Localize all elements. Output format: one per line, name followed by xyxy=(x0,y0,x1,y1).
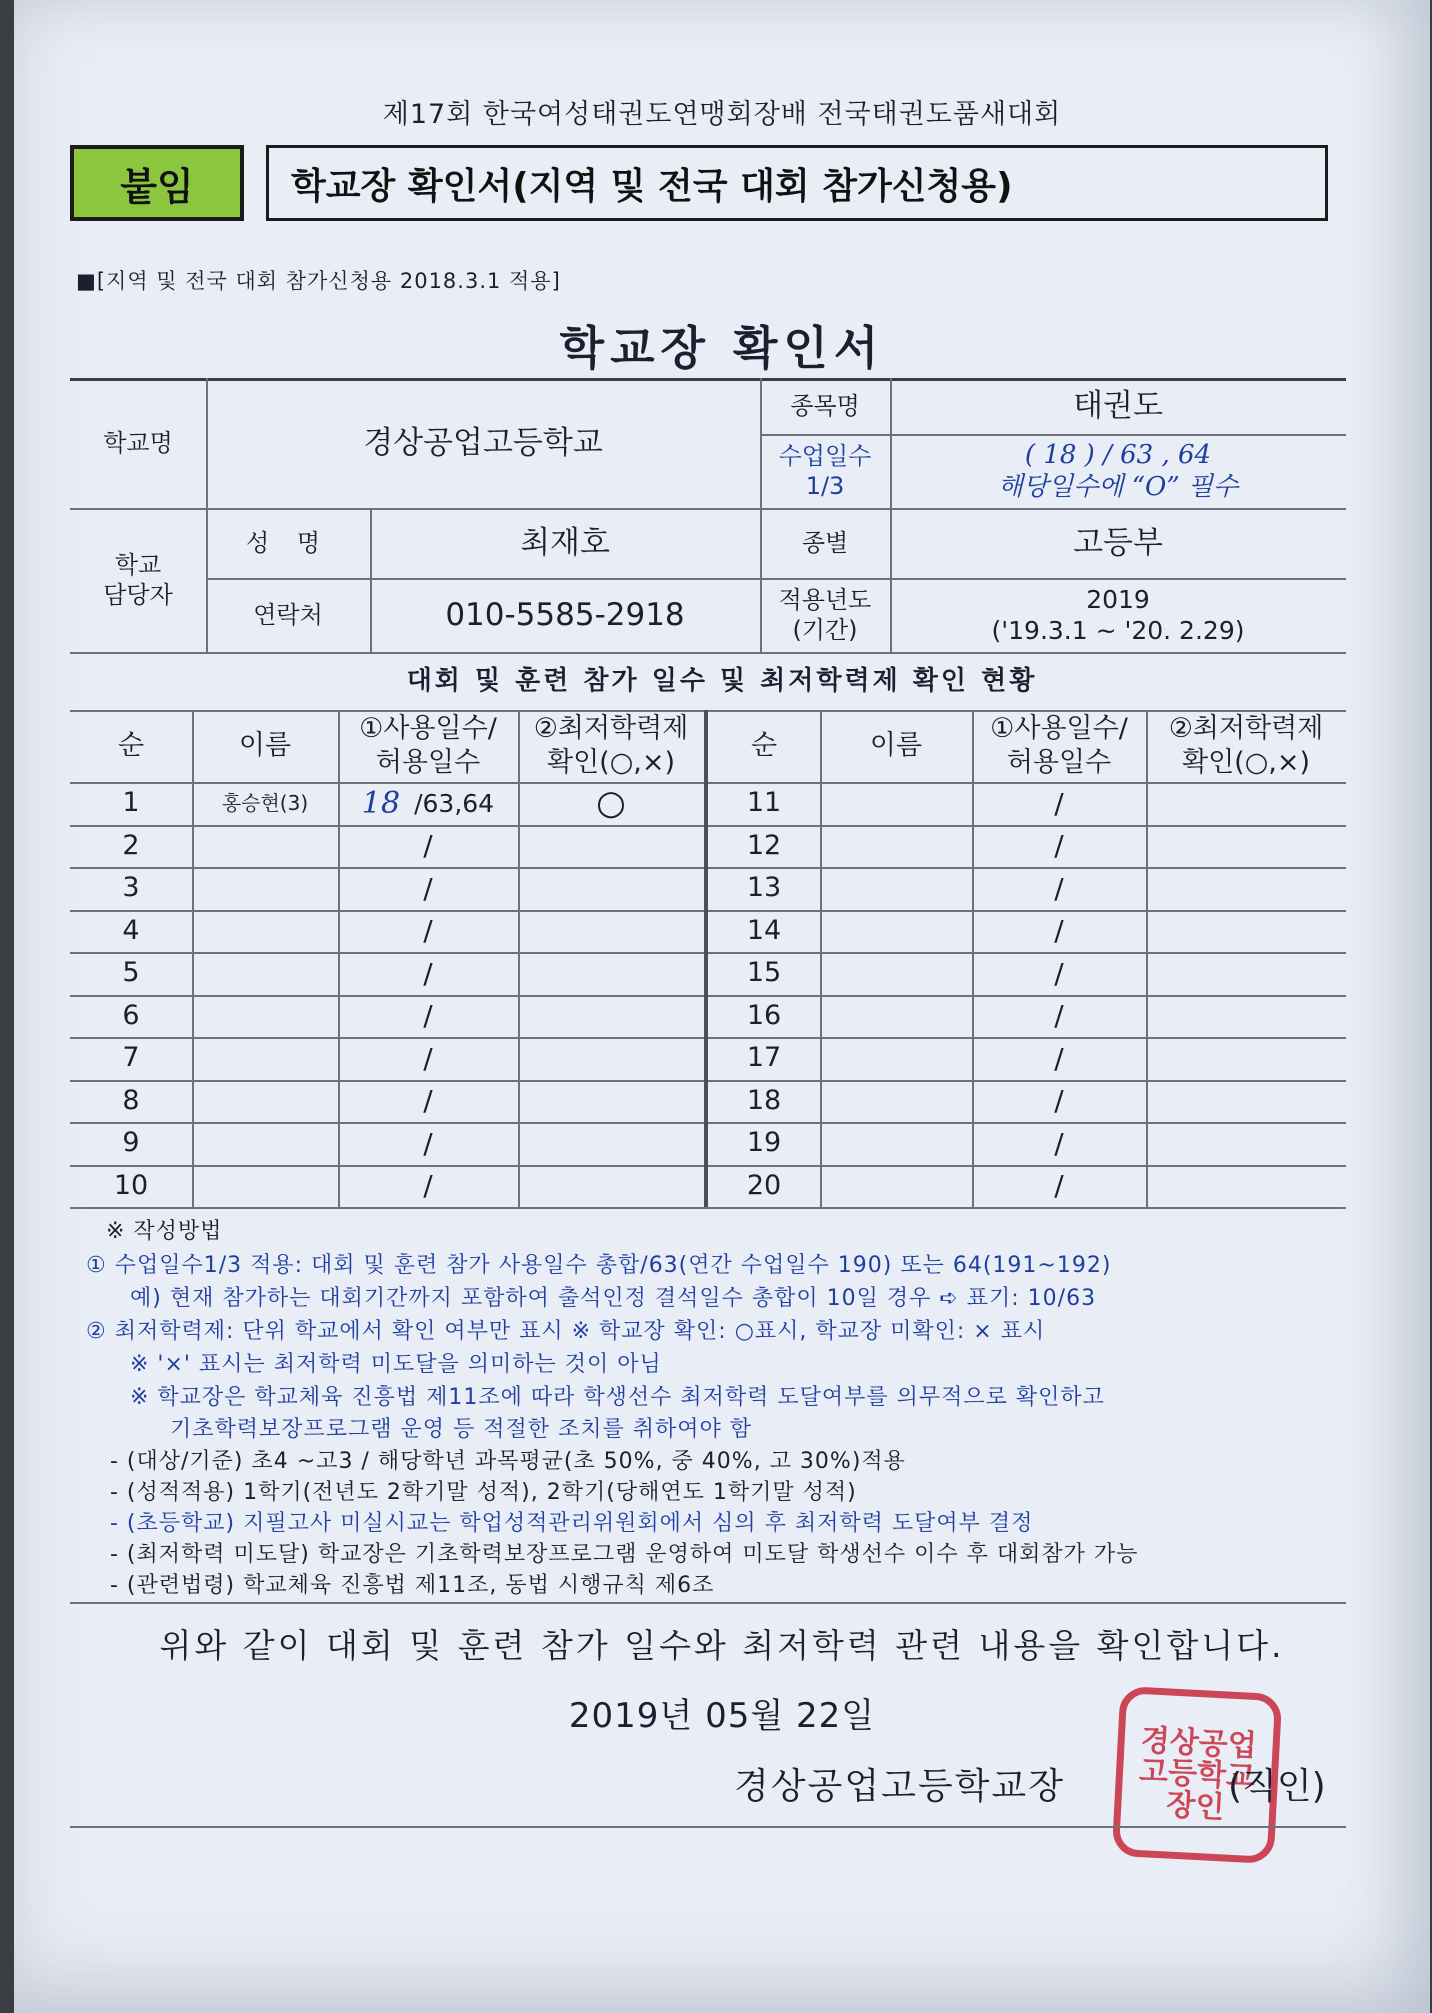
header-no-left: 순 xyxy=(117,730,145,762)
row-days xyxy=(338,782,518,825)
staff-label xyxy=(70,508,206,652)
min-academic-check xyxy=(1146,1080,1346,1123)
row-number: 7 xyxy=(122,1042,140,1074)
allowed-days: / xyxy=(423,1169,433,1203)
min-academic-check xyxy=(518,1122,704,1165)
min-academic-check xyxy=(1146,1165,1346,1208)
allowed-days: / xyxy=(1054,1041,1064,1075)
row-name xyxy=(192,867,338,910)
row-name xyxy=(192,825,338,868)
period: ('19.3.1 ~ '20. 2.29) xyxy=(991,616,1245,645)
row-number: 2 xyxy=(122,829,140,861)
row-number: 8 xyxy=(122,1084,140,1116)
row-number: 1 xyxy=(122,787,140,819)
row-number: 15 xyxy=(746,957,782,989)
row-name xyxy=(820,910,972,953)
sport: 태권도 xyxy=(1073,387,1163,424)
row-days xyxy=(338,1080,518,1123)
staff-name: 최재호 xyxy=(520,524,610,561)
table-title: 대회 및 훈련 참가 일수 및 최저학력제 확인 현황 xyxy=(406,666,1038,696)
allowed-days: / xyxy=(1054,871,1064,905)
header-days-1: ①사용일수/ xyxy=(359,713,497,745)
min-academic-check xyxy=(518,1037,704,1080)
attachment-label: 붙임 xyxy=(70,145,244,221)
min-academic-check xyxy=(1146,1037,1346,1080)
min-academic-check xyxy=(1146,995,1346,1038)
row-number: 9 xyxy=(122,1127,140,1159)
allowed-days: / xyxy=(423,1041,433,1075)
year-label-2: (기간) xyxy=(792,616,858,644)
row-days xyxy=(338,1165,518,1208)
year-label-1: 적용년도 xyxy=(778,586,872,614)
row-name xyxy=(820,995,972,1038)
event-title: 제17회 한국여성태권도연맹회장배 전국태권도품새대회 xyxy=(382,99,1062,130)
min-academic-check xyxy=(518,995,704,1038)
note-1b: 예) 현재 참가하는 대회기간까지 포함하여 출석인정 결석일수 총합이 10일 경우 ➪ 표기: 10/63 xyxy=(130,1286,1097,1311)
allowed-days: / xyxy=(1054,999,1064,1033)
min-academic-check xyxy=(518,1080,704,1123)
row-number: 19 xyxy=(746,1127,782,1159)
row-name xyxy=(820,1165,972,1208)
name-label: 성 명 xyxy=(246,529,330,557)
allowed-days: / xyxy=(1054,786,1064,820)
class-days-value: ( 18 ) / 63 , 64 xyxy=(1024,439,1212,470)
header-min-1: ②최저학력제 xyxy=(1168,713,1324,745)
used-days: 18 xyxy=(361,785,401,821)
min-academic-check xyxy=(1146,825,1346,868)
min-academic-check xyxy=(518,825,704,868)
division-label: 종별 xyxy=(801,529,849,557)
class-days-label-1: 수업일수 xyxy=(778,442,872,470)
confirm-text: 위와 같이 대회 및 훈련 참가 일수와 최저학력 관련 내용을 확인합니다. xyxy=(159,1626,1285,1665)
row-number: 14 xyxy=(746,914,782,946)
min-academic-check xyxy=(1146,867,1346,910)
row-days xyxy=(338,995,518,1038)
year-cell xyxy=(890,578,1346,652)
seal-label: (직인) xyxy=(1228,1766,1326,1807)
row-name xyxy=(820,1037,972,1080)
school-name: 경상공업고등학교 xyxy=(363,424,603,461)
bullet-5: - (관련법령) 학교체육 진흥법 제11조, 동법 시행규칙 제6조 xyxy=(110,1573,715,1598)
note-2: ② 최저학력제: 단위 학교에서 확인 여부만 표시 ※ 학교장 확인: ○표시, 학교장 미확인: × 표시 xyxy=(86,1319,1046,1344)
official-seal: 경상공업고등학교장인 xyxy=(1112,1686,1283,1864)
note-2b: ※ '×' 표시는 최저학력 미도달을 의미하는 것이 아님 xyxy=(130,1352,662,1377)
allowed-days: / xyxy=(1054,914,1064,948)
min-academic-check xyxy=(1146,1122,1346,1165)
notes-heading: ※ 작성방법 xyxy=(106,1219,223,1244)
header-days-2: 허용일수 xyxy=(375,747,481,778)
row-name xyxy=(820,782,972,825)
allowed-days: / xyxy=(1054,829,1064,863)
allowed-days: / xyxy=(423,999,433,1033)
class-days-value-cell xyxy=(890,434,1346,508)
min-academic-check xyxy=(518,910,704,953)
contact-label: 연락처 xyxy=(253,601,323,629)
year: 2019 xyxy=(1086,584,1150,614)
row-name xyxy=(820,1080,972,1123)
row-name xyxy=(192,910,338,953)
allowed-days: / xyxy=(423,871,433,905)
bullet-3: - (초등학교) 지필고사 미실시교는 학업성적관리위원회에서 심의 후 최저학력 도달여부 결정 xyxy=(110,1511,1034,1536)
allowed-days: / xyxy=(423,1126,433,1160)
staff-label-1: 학교 xyxy=(114,551,162,579)
allowed-days: / xyxy=(1054,1126,1064,1160)
class-days-label xyxy=(760,434,890,508)
row-name xyxy=(820,867,972,910)
sport-label: 종목명 xyxy=(790,392,860,420)
year-label xyxy=(760,578,890,652)
note-1: ① 수업일수1/3 적용: 대회 및 훈련 참가 사용일수 총합/63(연간 수업일수 190) 또는 64(191~192) xyxy=(86,1253,1112,1278)
row-name xyxy=(820,825,972,868)
row-days xyxy=(338,1122,518,1165)
row-name xyxy=(192,1165,338,1208)
row-name xyxy=(192,1037,338,1080)
row-days xyxy=(338,825,518,868)
header-name-right: 이름 xyxy=(869,730,923,762)
min-academic-check xyxy=(518,1165,704,1208)
form-heading: 학교장 확인서(지역 및 전국 대회 참가신청용) xyxy=(266,145,1328,221)
header-min-left xyxy=(518,710,704,782)
row-number: 11 xyxy=(746,787,782,819)
min-academic-check: ○ xyxy=(596,783,626,823)
row-days xyxy=(338,952,518,995)
row-number: 10 xyxy=(113,1169,149,1201)
min-academic-check xyxy=(1146,910,1346,953)
header-min-right xyxy=(1146,710,1346,782)
allowed-days: / xyxy=(423,1084,433,1118)
header-days-left xyxy=(338,710,518,782)
allowed-days: / xyxy=(423,956,433,990)
row-name xyxy=(192,995,338,1038)
document-page xyxy=(14,0,1430,2013)
school-name-label: 학교명 xyxy=(103,429,173,457)
row-number: 16 xyxy=(746,999,782,1031)
min-academic-check xyxy=(518,867,704,910)
row-name xyxy=(820,1122,972,1165)
row-number: 17 xyxy=(746,1042,782,1074)
header-no-right: 순 xyxy=(750,730,778,762)
class-days-note: 해당일수에 “O” 필수 xyxy=(997,472,1239,502)
header-min-1: ②최저학력제 xyxy=(533,713,689,745)
row-number: 6 xyxy=(122,999,140,1031)
note-2c: ※ 학교장은 학교체육 진흥법 제11조에 따라 학생선수 최저학력 도달여부를 의무적으로 확인하고 xyxy=(130,1385,1105,1410)
row-number: 13 xyxy=(746,872,782,904)
doc-title: 학교장 확인서 xyxy=(559,321,885,375)
bullet-1: - (대상/기준) 초4 ~고3 / 해당학년 과목평균(초 50%, 중 40%, 고 30%)적용 xyxy=(110,1449,906,1474)
allowed-days: / xyxy=(423,829,433,863)
principal-name: 경상공업고등학교장 xyxy=(734,1766,1065,1807)
row-number: 5 xyxy=(122,957,140,989)
date: 2019년 05월 22일 xyxy=(568,1696,876,1736)
row-number: 4 xyxy=(122,914,140,946)
row-name xyxy=(192,952,338,995)
row-days xyxy=(338,867,518,910)
bullet-2: - (성적적용) 1학기(전년도 2학기말 성적), 2학기(당해연도 1학기말 성적) xyxy=(110,1480,857,1505)
header-min-2: 확인(○,×) xyxy=(547,747,675,778)
note-2d: 기초학력보장프로그램 운영 등 적절한 조치를 취하여야 함 xyxy=(170,1417,753,1442)
row-number: 12 xyxy=(746,829,782,861)
allowed-days: / xyxy=(1054,1084,1064,1118)
header-days-1: ①사용일수/ xyxy=(990,713,1128,745)
contact: 010-5585-2918 xyxy=(445,596,685,633)
min-academic-check xyxy=(1146,952,1346,995)
allowed-days: / xyxy=(423,914,433,948)
row-number: 20 xyxy=(746,1169,782,1201)
row-name xyxy=(192,1122,338,1165)
header-days-2: 허용일수 xyxy=(1006,747,1112,778)
allowed-days: / xyxy=(1054,1169,1064,1203)
row-days xyxy=(338,1037,518,1080)
division: 고등부 xyxy=(1073,524,1163,561)
allowed-days: /63,64 xyxy=(414,788,495,818)
row-number: 18 xyxy=(746,1084,782,1116)
header-days-right xyxy=(972,710,1146,782)
allowed-days: / xyxy=(1054,956,1064,990)
row-name xyxy=(820,952,972,995)
min-academic-check xyxy=(1146,782,1346,825)
bullet-4: - (최저학력 미도달) 학교장은 기초학력보장프로그램 운영하여 미도달 학생선수 이수 후 대회참가 가능 xyxy=(110,1542,1139,1567)
staff-label-2: 담당자 xyxy=(103,581,173,609)
class-days-label-2: 1/3 xyxy=(805,472,845,500)
row-name: 홍승현(3) xyxy=(221,790,309,815)
header-min-2: 확인(○,×) xyxy=(1182,747,1310,778)
apply-note: ■[지역 및 전국 대회 참가신청용 2018.3.1 적용] xyxy=(76,269,561,293)
row-days xyxy=(338,910,518,953)
min-academic-check xyxy=(518,952,704,995)
header-name-left: 이름 xyxy=(238,730,292,762)
row-number: 3 xyxy=(122,872,140,904)
row-name xyxy=(192,1080,338,1123)
